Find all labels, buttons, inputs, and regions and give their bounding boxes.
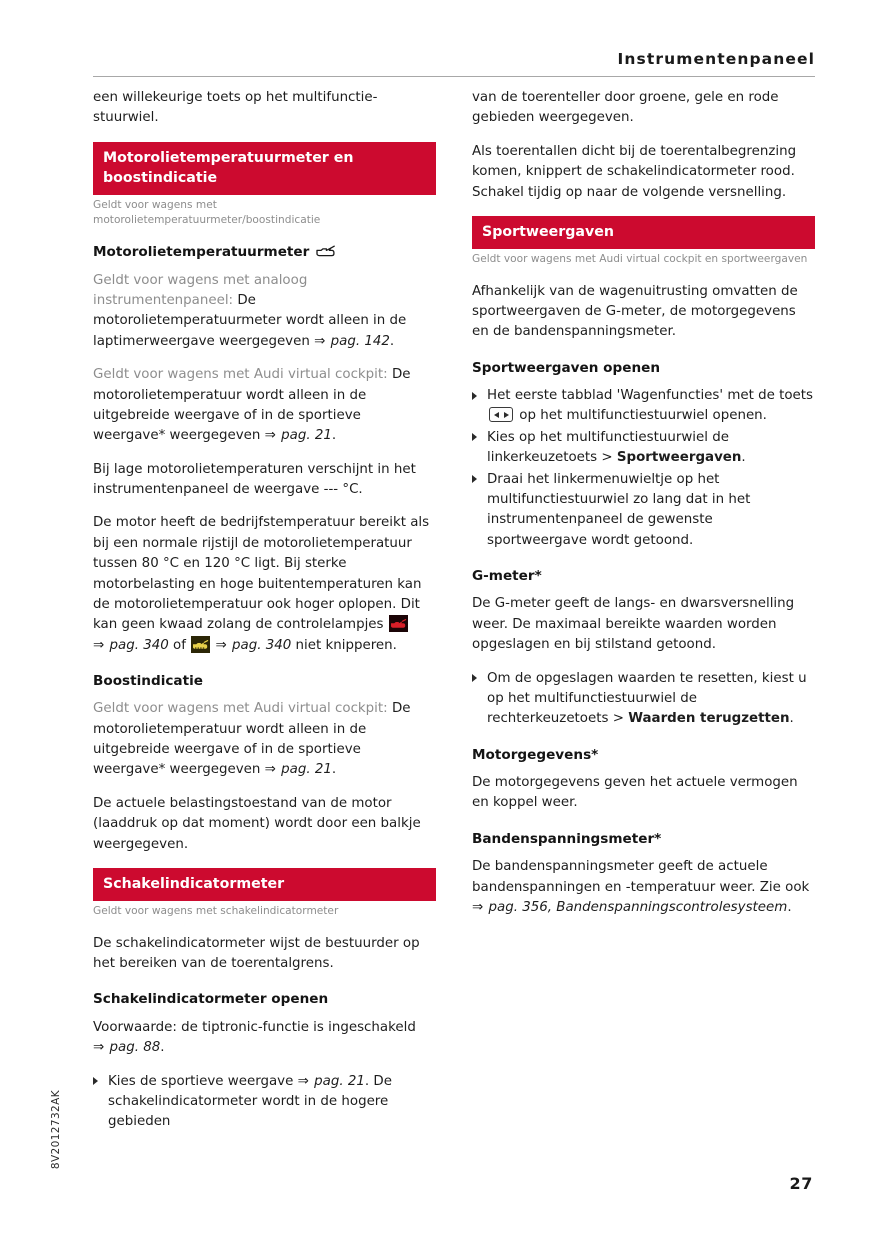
applies-to-note-oil: Geldt voor wagens met motorolietemperatuurmeter/boostindicatie: [93, 199, 321, 226]
heading-g-meter: G-meter*: [472, 568, 542, 585]
g-meter-step-text-a: Om de opgeslagen waarden te resetten, kiest u op het multifunctiestuurwiel de rechterkeuzetoets >: [487, 670, 807, 727]
heading-tyre-pressure-gauge: Bandenspanningsmeter*: [472, 830, 662, 847]
conjunction-of: of: [173, 637, 186, 653]
oil-vc-applies: Geldt voor wagens met Audi virtual cockpit:: [93, 367, 388, 383]
right-column: [472, 88, 815, 1146]
intro-paragraph: een willekeurige toets op het multifunctie-stuurwiel.: [93, 90, 378, 126]
cross-reference-pag-142: ⇒ pag. 142: [314, 334, 390, 349]
bullet-triangle-icon: [472, 475, 477, 483]
oil-analog-text: De motorolietemperatuurmeter wordt alleen in de laptimerweergave weergegeven: [93, 293, 407, 349]
step3-text: Draai het linkermenuwieltje op het multifunctiestuurwiel zo lang dat in het instrumentenpaneel de gewenste sportweergave wordt getoond.: [487, 471, 751, 548]
two-column-body: [93, 88, 815, 1146]
oil-virtual-cockpit-paragraph: Geldt voor wagens met Audi virtual cockpit: De motorolietemperatuur wordt alleen in de uitgebreide weergave of in de sportieve weergave* weergegeven ⇒ pag. 21.: [93, 365, 436, 447]
document-part-number: 8V2012732AK: [50, 1089, 62, 1169]
left-column: [93, 88, 436, 1146]
shift-indicator-steps: [93, 1072, 436, 1133]
left-right-arrow-key-icon: [489, 407, 513, 422]
operating-temperature-paragraph: [93, 513, 436, 656]
boost-vc-text: De motorolietemperatuur wordt alleen in de uitgebreide weergave of in de sportieve weergave* weergegeven: [93, 701, 411, 778]
oil-pressure-warning-icon: [389, 615, 408, 632]
bullet-triangle-icon: [93, 1077, 98, 1085]
continued-paragraph-2: Als toerentallen dicht bij de toerentalbegrenzing komen, knippert de schakelindicatormeter rood. Schakel tijdig op naar de volgende versnelling.: [472, 143, 797, 200]
reference-arrow-icon: ⇒: [314, 333, 326, 349]
page-header: [93, 50, 815, 77]
cross-reference-pag-21: ⇒ pag. 21: [265, 428, 332, 443]
right-triangle-icon: [504, 412, 509, 418]
oil-analog-paragraph: Geldt voor wagens met analoog instrumentenpaneel: De motorolietemperatuurmeter wordt alleen in de laptimerweergave weergegeven ⇒ pag. 142.: [93, 271, 436, 353]
low-oil-temperature-paragraph: Bij lage motorolietemperaturen verschijnt in het instrumentenpaneel de weergave --- °C.: [93, 461, 416, 497]
boost-virtual-cockpit-paragraph: Geldt voor wagens met Audi virtual cockpit: De motorolietemperatuur wordt alleen in de uitgebreide weergave of in de sportieve weergave* weergegeven ⇒ pag. 21.: [93, 699, 436, 781]
cross-reference-pag-340-b: ⇒ pag. 340: [216, 638, 292, 653]
step-text-a: Kies de sportieve weergave: [108, 1073, 294, 1089]
shift-precondition-paragraph: Voorwaarde: de tiptronic-functie is ingeschakeld ⇒ pag. 88.: [93, 1018, 436, 1059]
continued-paragraph-1: van de toerenteller door groene, gele en rode gebieden weergegeven.: [472, 90, 779, 126]
section-band-oil-temperature: Motorolietemperatuurmeter en boostindicatie: [93, 142, 436, 195]
g-meter-steps: [472, 669, 815, 730]
page-number: 27: [789, 1174, 813, 1193]
boost-vc-applies: Geldt voor wagens met Audi virtual cockpit:: [93, 701, 388, 717]
menu-path-sportweergaven: Sportweergaven: [616, 450, 742, 466]
applies-to-note-sport: Geldt voor wagens met Audi virtual cockpit en sportweergaven: [472, 253, 808, 266]
operating-temperature-text: De motor heeft de bedrijfstemperatuur bereikt als bij een normale rijstijl de motorolietemperatuur tussen 80 °C en 120 °C ligt. Bij sterke motorbelasting en hoge buitentemperaturen kan de motorolietemperatuur ook hoger oplopen. Dit kan geen kwaad zolang de controlelampjes: [93, 515, 430, 633]
g-meter-paragraph: De G-meter geeft de langs- en dwarsversnelling weer. De maximaal bereikte waarden worden opgeslagen en bij stilstand getoond.: [472, 596, 795, 653]
heading-boost-indication: Boostindicatie: [93, 673, 203, 689]
engine-data-paragraph: De motorgegevens geven het actuele vermogen en koppel weer.: [472, 775, 798, 811]
reference-arrow-icon: ⇒: [215, 637, 227, 653]
bullet-triangle-icon: [472, 392, 477, 400]
operating-temperature-text-end: niet knipperen.: [295, 637, 397, 653]
reference-arrow-icon: ⇒: [472, 899, 484, 915]
section-band-sport-displays: Sportweergaven: [472, 216, 815, 249]
heading-oil-temperature-gauge: [93, 243, 436, 261]
step2-text-a: Kies op het multifunctiestuurwiel de linkerkeuzetoets >: [487, 429, 729, 466]
cross-reference-pag-21-boost: ⇒ pag. 21: [265, 762, 332, 777]
sport-displays-intro: Afhankelijk van de wagenuitrusting omvatten de sportweergaven de G-meter, de motorgegevens en de bandenspanningsmeter.: [472, 283, 798, 340]
list-item: [472, 386, 815, 427]
heading-engine-data: Motorgegevens*: [472, 746, 599, 763]
heading-open-sport-displays: Sportweergaven openen: [472, 359, 661, 376]
heading-open-shift-indicator: Schakelindicatormeter openen: [93, 991, 329, 1008]
oil-vc-text: De motorolietemperatuur wordt alleen in de uitgebreide weergave of in de sportieve weergave* weergegeven: [93, 367, 411, 444]
reference-arrow-icon: ⇒: [297, 1073, 309, 1089]
applies-to-note-shift: Geldt voor wagens met schakelindicatormeter: [93, 905, 339, 918]
list-item: [472, 669, 815, 730]
oil-level-warning-icon: [191, 636, 210, 653]
menu-path-waarden-terugzetten: Waarden terugzetten: [628, 711, 790, 727]
cross-reference-pag-88: ⇒ pag. 88: [93, 1040, 160, 1055]
shift-precondition-text: Voorwaarde: de tiptronic-functie is ingeschakeld: [93, 1019, 416, 1035]
sport-displays-steps: [472, 386, 815, 551]
cross-reference-pag-356: ⇒ pag. 356, Bandenspanningscontrolesysteem: [472, 900, 787, 915]
bullet-triangle-icon: [472, 674, 477, 682]
tyre-pressure-paragraph: De bandenspanningsmeter geeft de actuele bandenspanningen en -temperatuur weer. Zie ook ⇒ pag. 356, Bandenspanningscontrolesysteem.: [472, 857, 815, 918]
list-item: [93, 1072, 436, 1133]
list-item: [472, 428, 815, 469]
shift-indicator-paragraph: De schakelindicatormeter wijst de bestuurder op het bereiken van de toerentalgrens.: [93, 935, 420, 972]
header-divider: [93, 76, 815, 77]
reference-arrow-icon: ⇒: [264, 428, 276, 444]
oil-analog-applies: Geldt voor wagens met analoog instrumentenpaneel:: [93, 272, 308, 308]
section-band-shift-indicator: Schakelindicatormeter: [93, 868, 436, 901]
cross-reference-pag-340-a: ⇒ pag. 340: [93, 638, 169, 653]
heading-oil-temperature-gauge-label: Motorolietemperatuurmeter: [93, 244, 310, 261]
reference-arrow-icon: ⇒: [93, 1040, 105, 1056]
step-text-b: . De schakelindicatormeter wordt in de hogere gebieden: [108, 1073, 392, 1130]
cross-reference-pag-21-shift: ⇒ pag. 21: [298, 1074, 365, 1089]
step1-text-a: Het eerste tabblad 'Wagenfuncties' met de toets: [487, 388, 814, 404]
tyre-pressure-text: De bandenspanningsmeter geeft de actuele bandenspanningen en -temperatuur weer. Zie ook: [472, 859, 810, 895]
g-meter-step-text-b: .: [789, 711, 794, 727]
bullet-triangle-icon: [472, 433, 477, 441]
step2-text-b: .: [741, 450, 746, 466]
step1-text-b: op het multifunctiestuurwiel openen.: [519, 408, 767, 424]
oil-can-icon: [316, 245, 335, 258]
list-item: [472, 470, 815, 552]
left-triangle-icon: [494, 412, 499, 418]
reference-arrow-icon: ⇒: [93, 637, 105, 653]
reference-arrow-icon: ⇒: [264, 762, 276, 778]
page-title: Instrumentenpaneel: [617, 50, 815, 68]
boost-load-paragraph: De actuele belastingstoestand van de motor (laaddruk op dat moment) wordt door een balkje weergegeven.: [93, 795, 421, 852]
